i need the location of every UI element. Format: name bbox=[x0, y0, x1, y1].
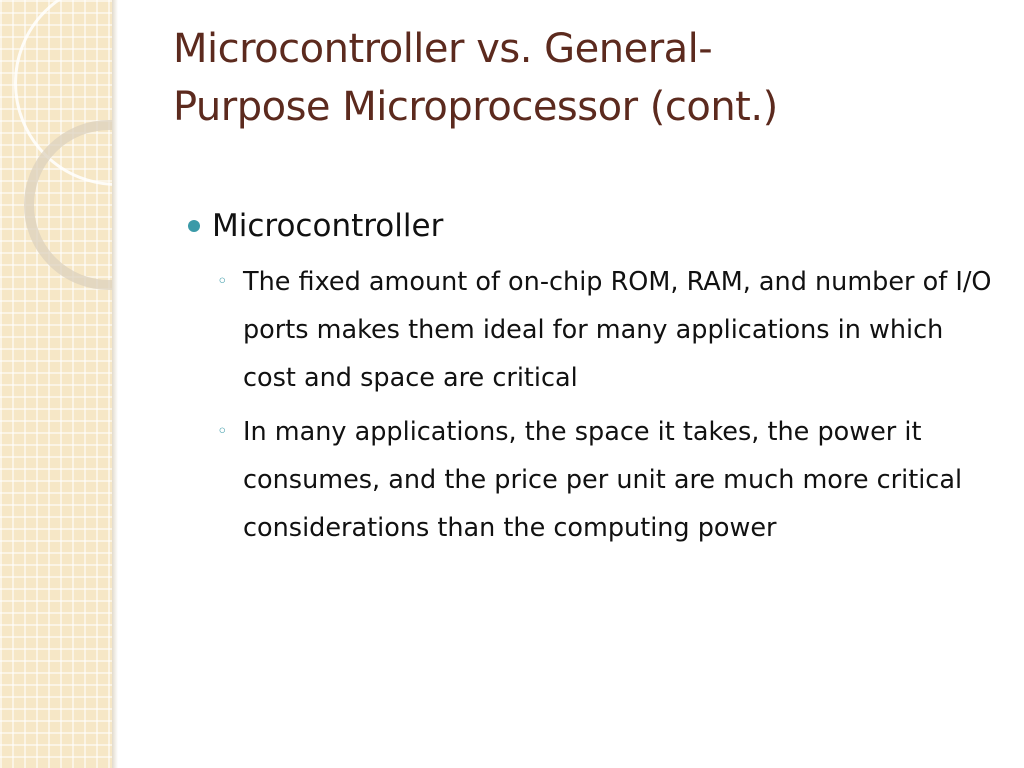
decorative-sidebar bbox=[0, 0, 112, 768]
sub-bullet-item bbox=[186, 408, 996, 552]
sub-bullet-list bbox=[186, 258, 996, 552]
sub-bullet-text: The fixed amount of on-chip ROM, RAM, and number of I/O ports makes them ideal for many applications in which cost and space are critical bbox=[243, 267, 992, 393]
hollow-circle-bullet-icon: ◦ bbox=[217, 421, 228, 442]
sidebar-shadow bbox=[112, 0, 118, 768]
title-line-1: Microcontroller vs. General- bbox=[173, 26, 713, 72]
slide-title bbox=[173, 20, 993, 136]
sub-bullet-item bbox=[186, 258, 996, 402]
bullet-dot-icon bbox=[188, 220, 200, 232]
hollow-circle-bullet-icon: ◦ bbox=[217, 271, 228, 292]
title-line-2: Purpose Microprocessor (cont.) bbox=[173, 84, 778, 130]
slide-body bbox=[186, 200, 996, 558]
sub-bullet-text: In many applications, the space it takes, the power it consumes, and the price per unit are much more critical considerations than the computing power bbox=[243, 417, 963, 543]
bullet-text: Microcontroller bbox=[212, 208, 444, 244]
bullet-item bbox=[186, 200, 996, 252]
